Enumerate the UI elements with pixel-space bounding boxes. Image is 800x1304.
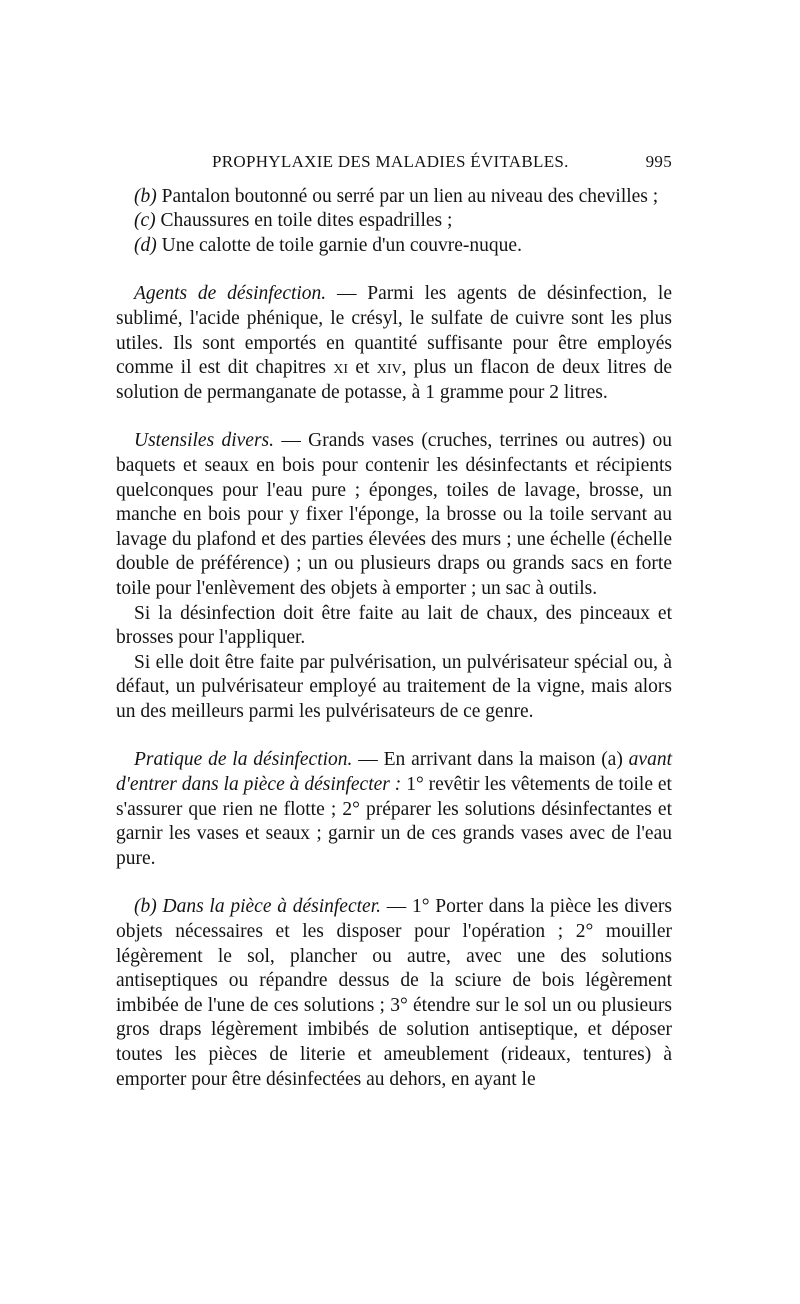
item-text-c: Chaussures en toile dites espadrilles ;	[155, 210, 453, 232]
paragraph-pratique	[116, 748, 672, 871]
paragraph-pratique-emphasis: avant d'entrer dans la pièce à désinfecter :	[116, 749, 672, 796]
book-page	[116, 150, 672, 1092]
paragraph-lait-de-chaux: Si la désinfection doit être faite au lait de chaux, des pinceaux et brosses pour l'appliquer.	[116, 602, 672, 649]
item-label-d: (d)	[134, 234, 157, 256]
paragraph-dans-la-piece	[116, 895, 672, 1092]
section-heading-agents: Agents de désinfection.	[134, 283, 327, 305]
chapter-ref-xiv: xiv	[376, 357, 402, 379]
paragraph-pantalon	[116, 185, 672, 210]
paragraph-agents-text: — Parmi les agents de désinfection, le sublimé, l'acide phénique, le crésyl, le sulfate de cuivre sont les plus utiles. Ils sont emportés en quantité suffisante pour être employés comme il est dit chapitres	[116, 283, 673, 379]
paragraph-agents	[116, 282, 672, 405]
paragraph-ustensiles-text: — Grands vases (cruches, terrines ou autres) ou baquets et seaux en bois pour contenir les désinfectants et récipients quelconques pour l'eau pure ; éponges, toiles de lavage, brosse, un manche en bois pour y fixer l'éponge, la brosse ou la toile servant au lavage du plafond et des parties élevées des murs ; une échelle (échelle double de préférence) ; un ou plusieurs draps ou grands sacs en forte toile pour l'enlèvement des objets à emporter ; un sac à outils.	[116, 430, 672, 599]
item-label-b: (b)	[134, 185, 157, 207]
running-head	[116, 150, 672, 175]
paragraph-pratique-text1: — En arrivant dans la maison (a)	[352, 749, 629, 771]
paragraph-agents-tail: , plus un flacon de deux litres de solution de permanganate de potasse, à 1 gramme pour 2 litres.	[116, 357, 672, 403]
paragraph-dans-la-piece-text: — 1° Porter dans la pièce les divers objets nécessaires et les disposer pour l'opération ; 2° mouiller légèrement le sol, plancher ou autre, avec une des solutions antiseptiques ou répandre dessus de la sciure de bois légèrement imbibée de l'une de ces solutions ; 3° étendre sur le sol un ou plusieurs gros draps légèrement imbibés de solution antiseptique, et déposer toutes les pièces de literie et ameublement (rideaux, tentures) à emporter pour être désinfectées au dehors, en ayant le	[116, 896, 672, 1090]
paragraph-agents-mid: et	[348, 357, 377, 379]
section-heading-dans-la-piece: (b) Dans la pièce à désinfecter.	[134, 896, 381, 918]
paragraph-calotte	[116, 234, 672, 259]
chapter-ref-xi: xi	[333, 357, 349, 379]
page-number: 995	[645, 152, 672, 171]
item-text-b: Pantalon boutonné ou serré par un lien au niveau des chevilles ;	[156, 185, 659, 207]
paragraph-chaussures	[116, 209, 672, 234]
item-label-c: (c)	[134, 210, 156, 232]
running-title: PROPHYLAXIE DES MALADIES ÉVITABLES.	[212, 152, 569, 171]
section-heading-pratique: Pratique de la désinfection.	[134, 749, 353, 771]
item-text-d: Une calotte de toile garnie d'un couvre-nuque.	[156, 234, 522, 256]
paragraph-pratique-text2: 1° revêtir les vêtements de toile et s'assurer que rien ne flotte ; 2° préparer les solutions désinfectantes et garnir les vases et seaux ; garnir un de ces grands vases avec de l'eau pure.	[116, 774, 672, 869]
paragraph-pulverisation: Si elle doit être faite par pulvérisation, un pulvérisateur spécial ou, à défaut, un pulvérisateur employé au traitement de la vigne, mais alors un des meilleurs parmi les pulvérisateurs de ce genre.	[116, 651, 672, 722]
section-heading-ustensiles: Ustensiles divers.	[134, 430, 275, 452]
paragraph-ustensiles	[116, 429, 672, 601]
